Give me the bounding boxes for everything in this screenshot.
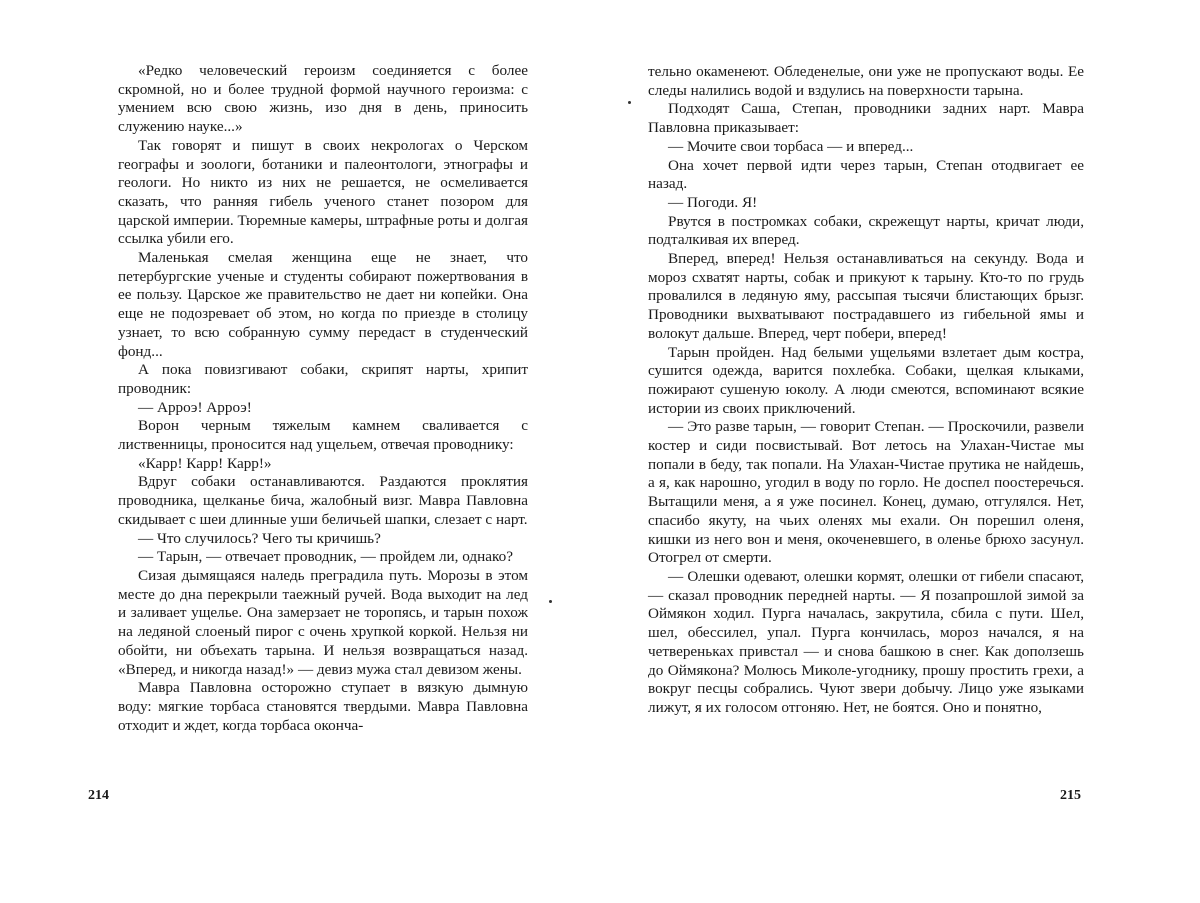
- paragraph: Вперед, вперед! Нельзя останавливаться на секунду. Вода и мороз схватят нарты, собак и прикуют к тарыну. Кто-то по грудь провалился в ледяную яму, рассыпая тысячи блистающих брызг. Проводники выхватывают пострадавшего из гибельной ямы и волокут дальше. Вперед, черт побери, вперед!: [648, 250, 1084, 342]
- print-speck: [628, 101, 631, 104]
- print-speck: [549, 600, 552, 603]
- paragraph: — Мочите свои торбаса — и вперед...: [668, 137, 914, 155]
- paragraph: Маленькая смелая женщина еще не знает, что петербургские ученые и студенты собирают пожертвования в ее пользу. Царское же правительство не дает ни копейки. Она еще не подозревает об этом, но когда по приезде в столицу узнает, то всю собранную сумму передаст в студенческий фонд...: [118, 249, 528, 360]
- paragraph: — Олешки одевают, олешки кормят, олешки от гибели спасают, — сказал проводник передней нарты. — Я позапрошлой зимой за Оймякон ходил. Пурга началась, закрутила, сбила с пути. Шел, шел, обессилел, упал. Пурга кончилась, мороз начался, я на четвереньках привстал — и снова башкою в снег. Как доползешь до Оймякона? Молюсь Миколе-угоднику, прошу простить грехи, а вокруг песцы собрались. Чуют звери добычу. Лицо уже языками лижут, я их голосом отгоняю. Нет, не боятся. Оно и понятно,: [648, 567, 1084, 716]
- paragraph: Она хочет первой идти через тарын, Степан отодвигает ее назад.: [648, 156, 1084, 193]
- paragraph: Ворон черным тяжелым камнем сваливается с лиственницы, проносится над ущельем, отвечая проводнику:: [118, 417, 528, 454]
- paragraph: — Арроэ! Арроэ!: [138, 398, 252, 416]
- paragraph: — Это разве тарын, — говорит Степан. — Проскочили, развели костер и сиди посвистывай. Вот летось на Улахан-Чистае мы попали в беду, так попали. На Улахан-Чистае прутика не найдешь, а я, как нарошно, угодил в воду по горло. Не доспел поостеречься. Вытащили меня, а я уже посинел. Конец, думаю, отгулялся. Нет, спасибо якуту, на чьих оленях мы ехали. Он порешил оленя, кишки из него вон и меня, окоченевшего, в оленье брюхо засунул. Отогрел от смерти.: [648, 418, 1084, 567]
- paragraph: Вдруг собаки останавливаются. Раздаются проклятия проводника, щелканье бича, жалобный визг. Мавра Павловна скидывает с шеи длинные уши беличьей шапки, слезает с нарт.: [118, 473, 528, 528]
- paragraph: Рвутся в постромках собаки, скрежещут нарты, кричат люди, подталкивая их вперед.: [648, 212, 1084, 249]
- page-number-left: 214: [88, 788, 109, 803]
- paragraph: Подходят Саша, Степан, проводники задних нарт. Мавра Павловна приказывает:: [648, 100, 1084, 137]
- paragraph: — Погоди. Я!: [668, 193, 758, 211]
- paragraph: Мавра Павловна осторожно ступает в вязкую дымную воду: мягкие торбаса становятся твердыми. Мавра Павловна отходит и ждет, когда торбаса оконча-: [118, 679, 528, 734]
- right-page-text: [648, 63, 1084, 718]
- paragraph: Сизая дымящаяся наледь преградила путь. Морозы в этом месте до дна перекрыли таежный ручей. Вода выходит на лед и заливает ущелье. Она замерзает не торопясь, и тарын похож на ледяной слоеный пирог с очень хрупкой коркой. Нельзя ни обойти, ни объехать тарына. И нельзя возвращаться назад. «Вперед, и никогда назад!» — девиз мужа стал девизом жены.: [118, 566, 528, 678]
- paragraph: Так говорят и пишут в своих некрологах о Черском географы и зоологи, ботаники и палеонтологи, этнографы и геологи. Но никто из них не решается, не осмеливается сказать, что ранняя гибель ученого станет позором для царской империи. Тюремные камеры, штрафные роты и долгая ссылка убили его.: [118, 136, 528, 248]
- paragraph-continuation: тельно окаменеют. Обледенелые, они уже не пропускают воды. Ее следы налились водой и вздулись на поверхности тарына.: [648, 63, 1084, 99]
- paragraph: «Редко человеческий героизм соединяется с более скромной, но и более трудной формой научного героизма: с умением всю свою жизнь, изо дня в день, приносить служению науке...»: [118, 62, 528, 136]
- paragraph: А пока повизгивают собаки, скрипят нарты, хрипит проводник:: [118, 361, 528, 397]
- paragraph: — Что случилось? Чего ты кричишь?: [138, 529, 381, 547]
- page-number-right: 215: [1060, 788, 1081, 803]
- paragraph: — Тарын, — отвечает проводник, — пройдем ли, однако?: [138, 548, 513, 566]
- left-page-text: [118, 62, 528, 735]
- paragraph: Тарын пройден. Над белыми ущельями взлетает дым костра, сушится одежда, варится похлебка. Собаки, щелкая клыками, пожирают сушеную юколу. А люди смеются, вспоминают всякие истории из своих приключений.: [648, 343, 1084, 417]
- paragraph: «Карр! Карр! Карр!»: [138, 454, 272, 472]
